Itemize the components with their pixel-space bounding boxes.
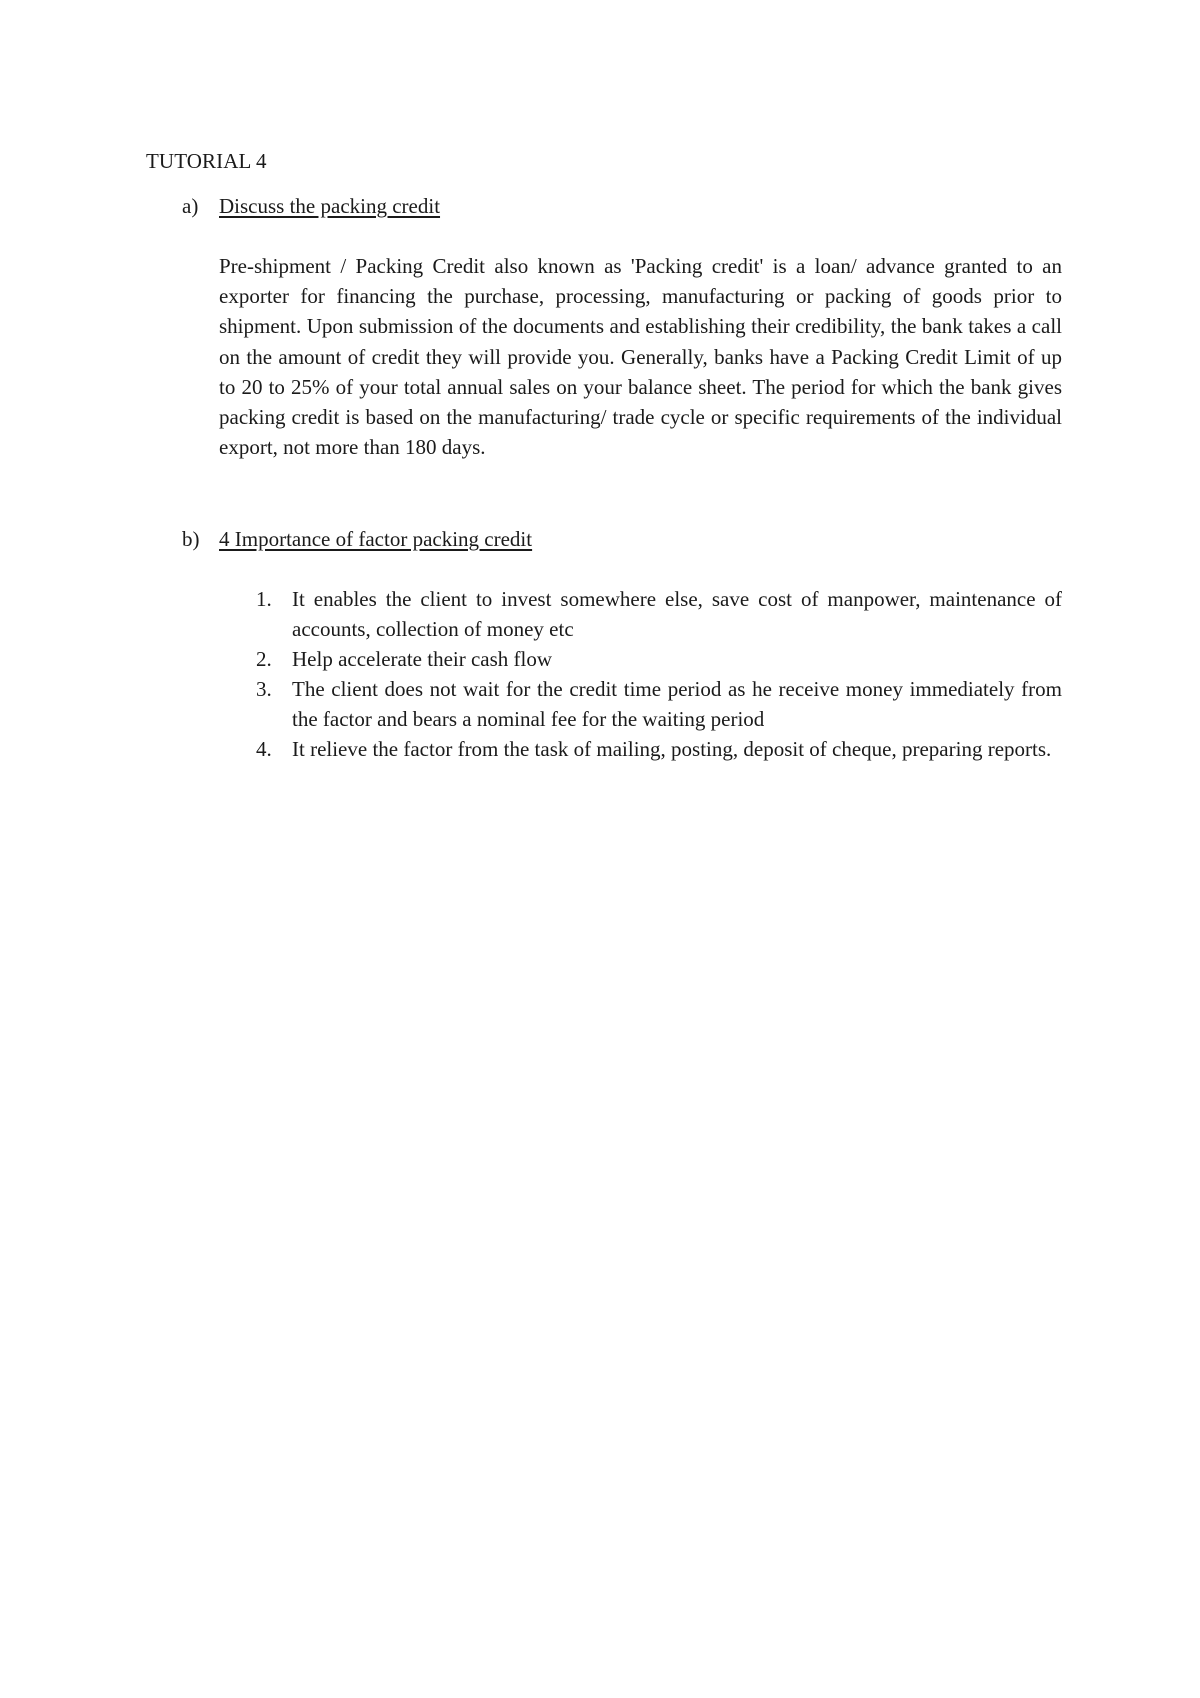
- list-item-number: 2.: [256, 647, 272, 671]
- list-item-text: Help accelerate their cash flow: [292, 647, 553, 671]
- list-item-number: 1.: [256, 587, 272, 611]
- section-heading: 4 Importance of factor packing credit: [219, 527, 533, 551]
- section-heading: Discuss the packing credit: [219, 194, 441, 218]
- numbered-list: [146, 584, 1062, 764]
- page-title: TUTORIAL 4: [146, 149, 267, 173]
- list-item: [146, 734, 1062, 764]
- section-b: [146, 524, 1062, 764]
- list-item-text: It enables the client to invest somewhere else, save cost of manpower, maintenance of accounts, collection of money etc: [292, 587, 1062, 641]
- section-a-header: [146, 191, 1062, 221]
- list-item-text: It relieve the factor from the task of mailing, posting, deposit of cheque, preparing reports.: [292, 737, 1052, 761]
- list-item-number: 3.: [256, 677, 272, 701]
- list-item: [146, 644, 1062, 674]
- section-marker: a): [182, 194, 199, 218]
- list-item: [146, 674, 1062, 734]
- list-item: [146, 584, 1062, 644]
- section-paragraph: Pre-shipment / Packing Credit also known as 'Packing credit' is a loan/ advance granted to an exporter for financing the purchase, processing, manufacturing or packing of goods prior to shipment. Upon submission of the documents and establishing their credibility, the bank takes a call on the amount of credit they will provide you. Generally, banks have a Packing Credit Limit of up to 20 to 25% of your total annual sales on your balance sheet. The period for which the bank gives packing credit is based on the manufacturing/ trade cycle or specific requirements of the individual export, not more than 180 days.: [219, 254, 1062, 460]
- section-a: [146, 191, 1062, 462]
- list-item-number: 4.: [256, 737, 272, 761]
- section-marker: b): [182, 527, 200, 551]
- list-item-text: The client does not wait for the credit time period as he receive money immediately from the factor and bears a nominal fee for the waiting period: [292, 677, 1062, 731]
- section-b-header: [146, 524, 1062, 554]
